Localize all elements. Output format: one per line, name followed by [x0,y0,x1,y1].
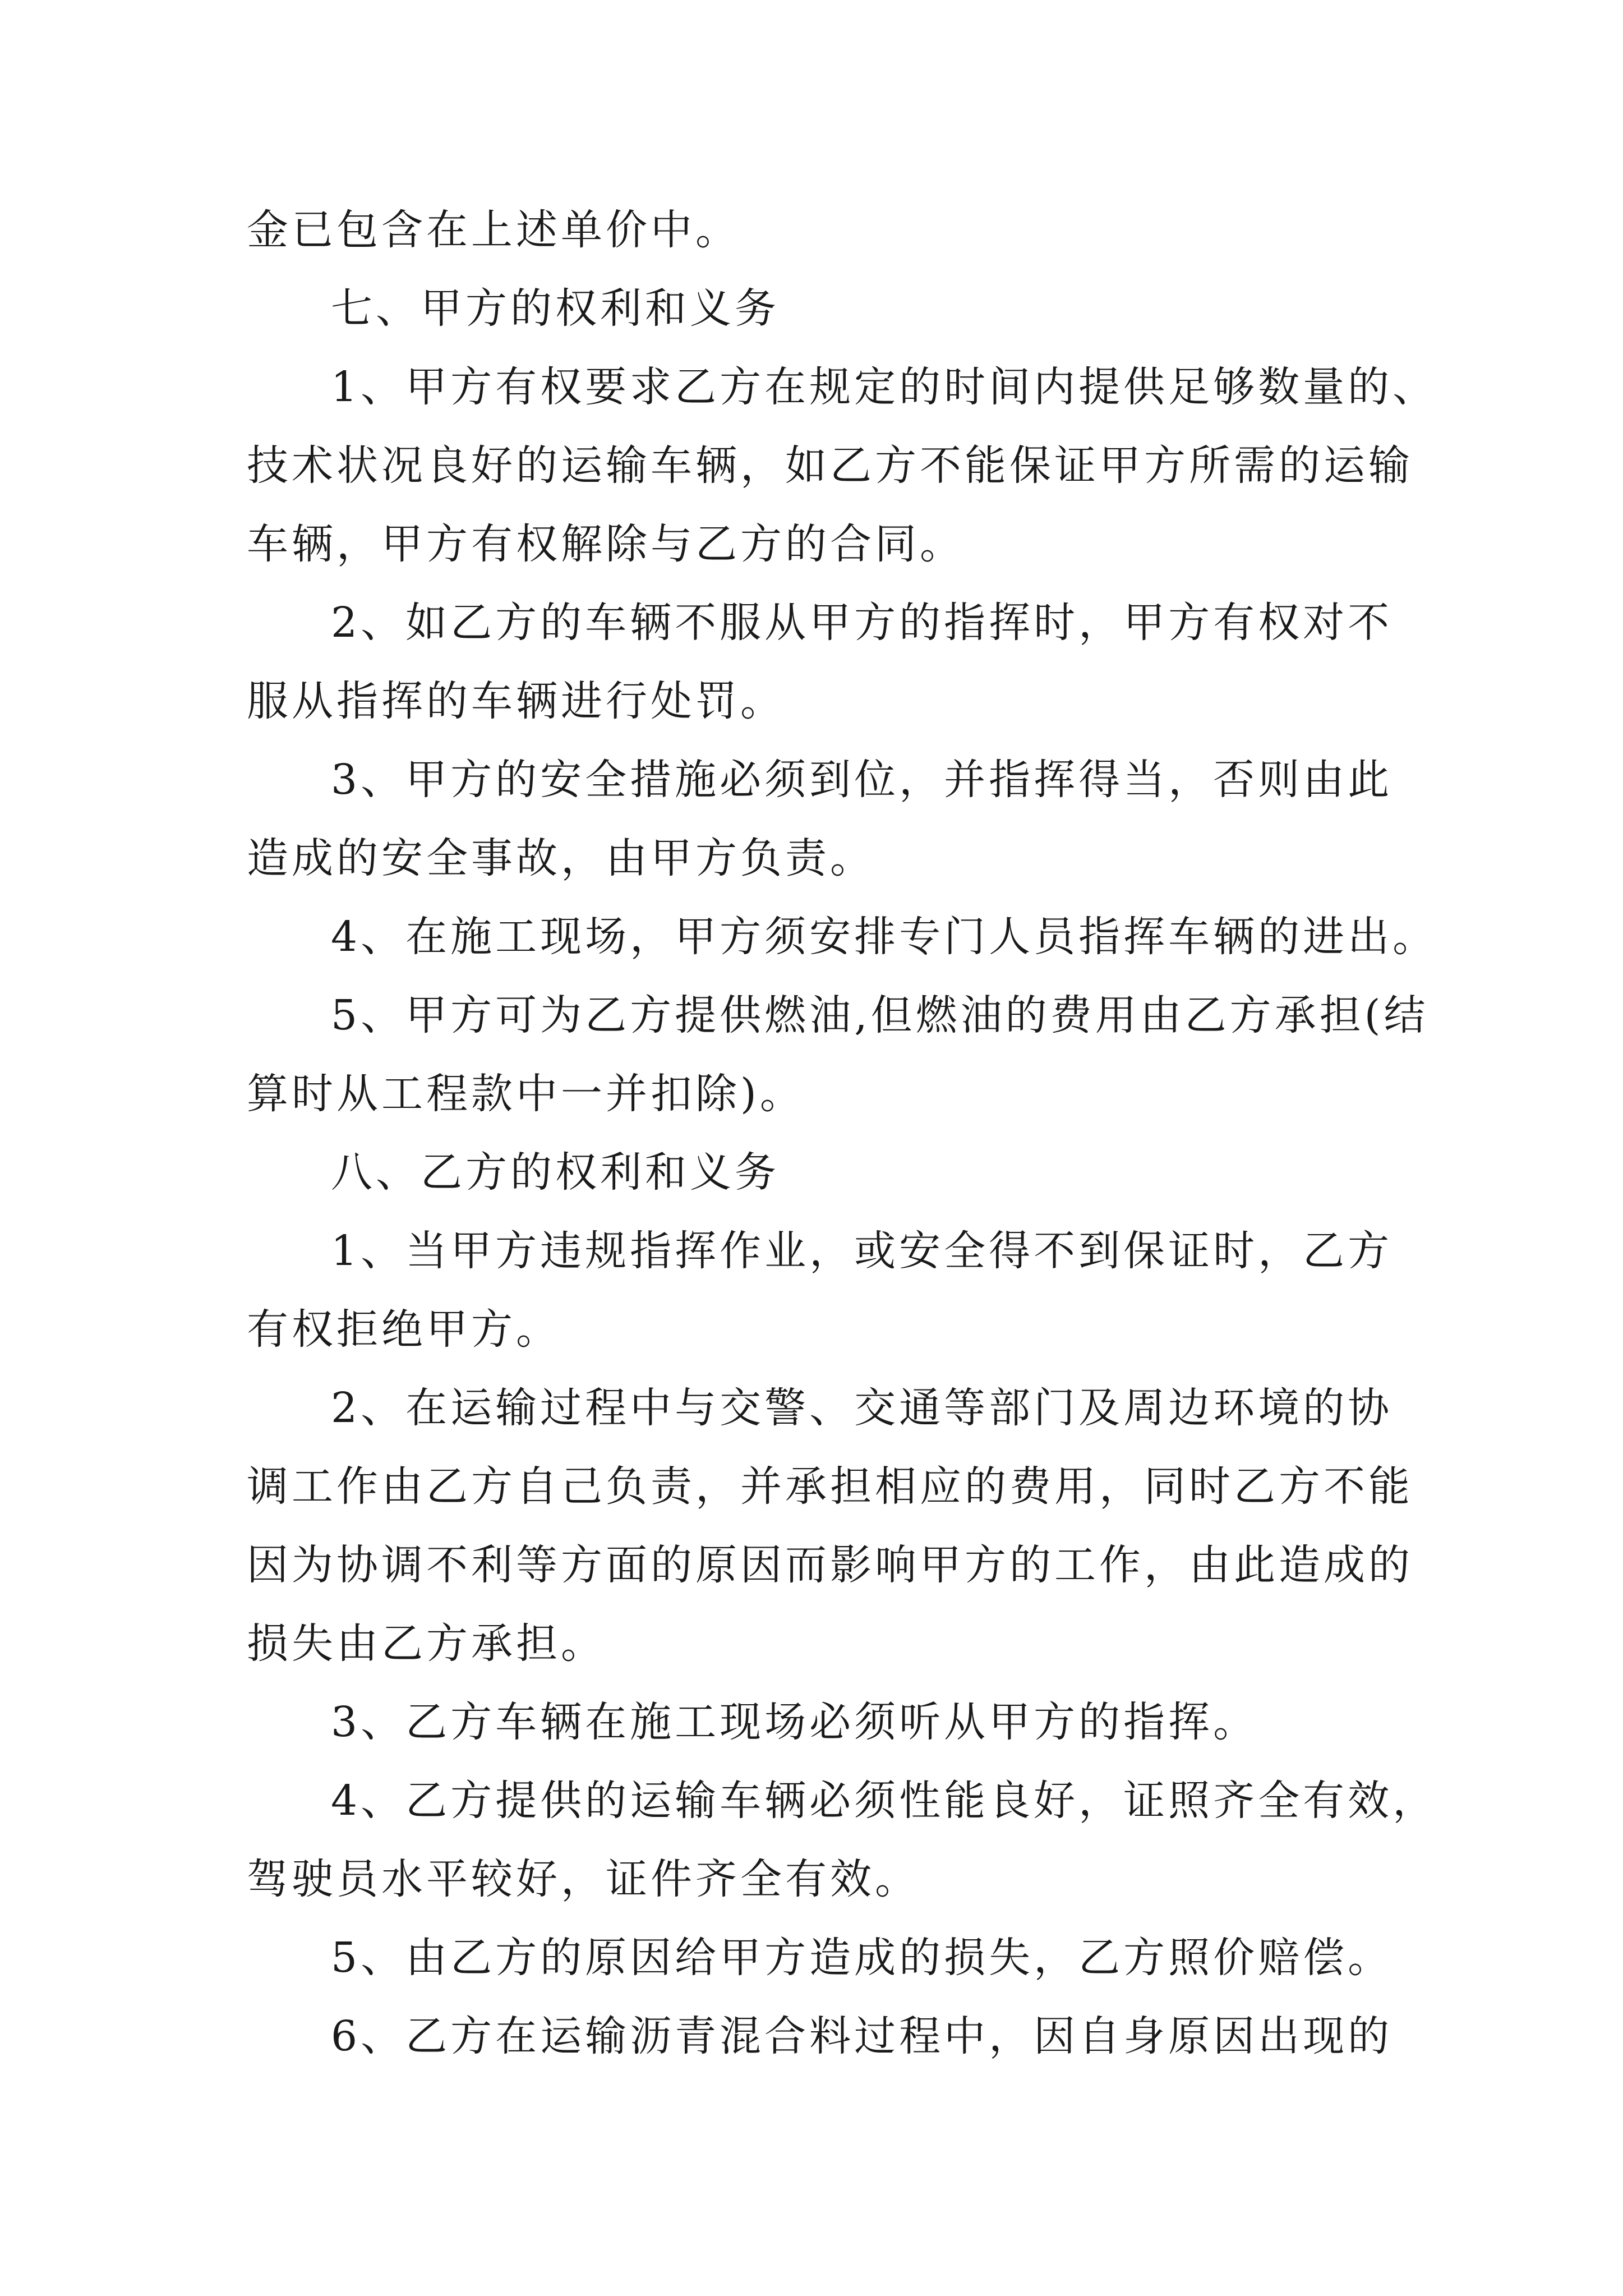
paragraph-line: 4、乙方提供的运输车辆必须性能良好，证照齐全有效， [331,1777,1438,1825]
paragraph-line: 3、甲方的安全措施必须到位，并指挥得当，否则由此 [331,756,1393,804]
paragraph-line: 1、当甲方违规指挥作业，或安全得不到保证时，乙方 [331,1227,1393,1275]
paragraph-line: 车辆，甲方有权解除与乙方的合同。 [247,520,965,568]
paragraph-line: 2、在运输过程中与交警、交通等部门及周边环境的协 [331,1384,1393,1432]
paragraph-line: 3、乙方车辆在施工现场必须听从甲方的指挥。 [331,1698,1258,1746]
paragraph-line: 5、甲方可为乙方提供燃油,但燃油的费用由乙方承担(结 [331,991,1429,1039]
paragraph-line: 技术状况良好的运输车辆，如乙方不能保证甲方所需的运输 [247,441,1413,490]
paragraph-line: 算时从工程款中一并扣除)。 [247,1070,805,1118]
paragraph-line: 造成的安全事故，由甲方负责。 [247,834,875,882]
document-body [247,191,1438,2076]
paragraph-line: 5、由乙方的原因给甲方造成的损失，乙方照价赔偿。 [331,1934,1393,1982]
paragraph-line: 损失由乙方承担。 [247,1619,606,1668]
paragraph-line: 1、甲方有权要求乙方在规定的时间内提供足够数量的、 [331,363,1438,411]
paragraph-line: 2、如乙方的车辆不服从甲方的指挥时，甲方有权对不 [331,599,1393,647]
paragraph-line: 6、乙方在运输沥青混合料过程中，因自身原因出现的 [331,2012,1393,2060]
paragraph-line: 驾驶员水平较好，证件齐全有效。 [247,1855,920,1903]
paragraph-line: 因为协调不利等方面的原因而影响甲方的工作，由此造成的 [247,1541,1413,1589]
section-heading-8: 八、乙方的权利和义务 [331,1148,780,1197]
paragraph-line: 有权拒绝甲方。 [247,1305,561,1354]
paragraph-line: 调工作由乙方自己负责，并承担相应的费用，同时乙方不能 [247,1462,1413,1511]
paragraph-line: 服从指挥的车辆进行处罚。 [247,677,785,725]
section-heading-7: 七、甲方的权利和义务 [331,284,780,333]
paragraph-line: 金已包含在上述单价中。 [247,206,740,254]
paragraph-line: 4、在施工现场，甲方须安排专门人员指挥车辆的进出。 [331,913,1438,961]
